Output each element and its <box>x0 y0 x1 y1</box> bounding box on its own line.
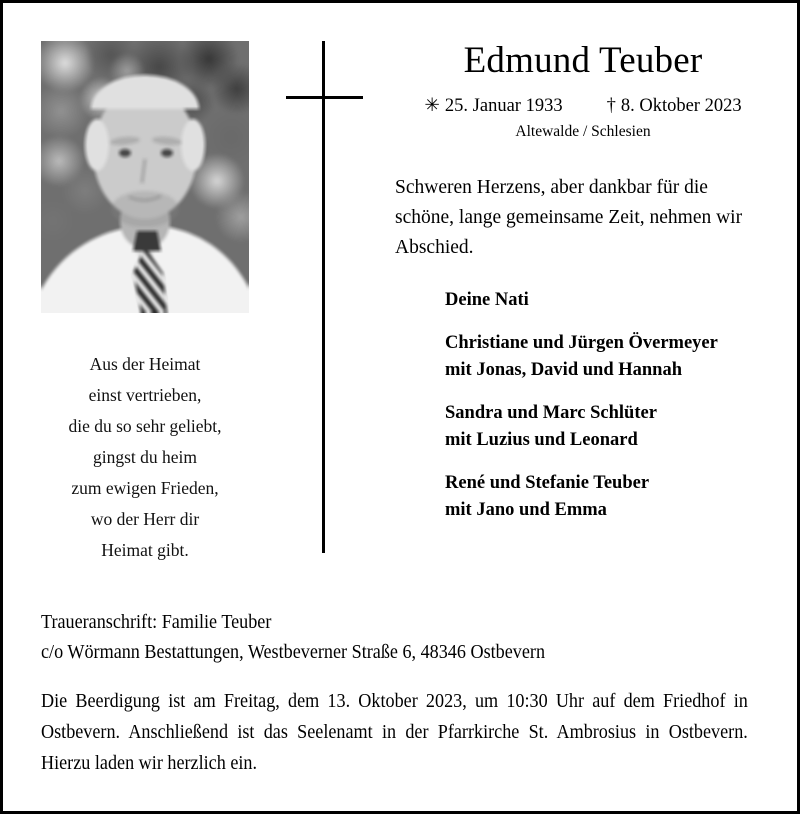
birthplace: Altewalde / Schlesien <box>515 123 651 140</box>
family-group <box>445 330 771 384</box>
birth-date <box>424 93 562 119</box>
death-date <box>607 93 742 119</box>
farewell-message: Schweren Herzens, aber dankbar für die schöne, lange gemeinsame Zeit, nehmen wir Abschied. <box>395 177 743 258</box>
dagger-icon: † <box>606 96 616 116</box>
lower-section <box>41 608 765 779</box>
cross-horizontal-bar <box>286 96 363 99</box>
birth-star-icon: ✳ <box>424 96 440 116</box>
family-line: mit Jano und Emma <box>445 500 607 520</box>
left-column <box>41 41 287 566</box>
poem-line: wo der Herr dir <box>90 509 200 529</box>
mourning-address-line: Traueranschrift: Familie Teuber <box>41 612 272 633</box>
family-group <box>445 400 771 454</box>
poem-line: gingst du heim <box>92 447 198 467</box>
birth-date-value: 25. Januar 1933 <box>444 96 563 116</box>
family-group <box>445 287 771 314</box>
poem-line: einst vertrieben, <box>88 385 202 405</box>
poem-line: die du so sehr geliebt, <box>68 416 222 436</box>
right-column <box>395 37 771 524</box>
portrait-photo <box>41 41 249 313</box>
family-line: mit Luzius und Leonard <box>445 430 638 450</box>
family-line: Christiane und Jürgen Övermeyer <box>445 333 718 353</box>
portrait-image <box>41 41 249 313</box>
funeral-details: Die Beerdigung ist am Freitag, dem 13. Oktober 2023, um 10:30 Uhr auf dem Friedhof in Ostbevern. Anschließend ist das Seelenamt in der Pfarrkirche St. Ambrosius in Ostbevern. Hierzu laden wir herzlich ein. <box>41 691 748 774</box>
poem-line: Aus der Heimat <box>89 354 201 374</box>
family-line: Deine Nati <box>445 290 529 310</box>
life-dates <box>395 93 771 119</box>
poem-line: Heimat gibt. <box>101 540 189 560</box>
deceased-name: Edmund Teuber <box>463 40 703 81</box>
death-date-value: 8. Oktober 2023 <box>620 96 742 116</box>
family-list <box>445 287 771 524</box>
family-group <box>445 470 771 524</box>
memorial-poem <box>41 349 249 566</box>
family-line: mit Jonas, David und Hannah <box>445 360 682 380</box>
poem-line: zum ewigen Frieden, <box>71 478 219 498</box>
cross-vertical-bar <box>322 41 325 553</box>
mourning-address-line: c/o Wörmann Bestattungen, Westbeverner Straße 6, 48346 Ostbevern <box>41 642 546 663</box>
upper-section <box>3 3 797 573</box>
family-line: Sandra und Marc Schlüter <box>445 403 657 423</box>
family-line: René und Stefanie Teuber <box>445 473 650 493</box>
mourning-address <box>41 608 714 668</box>
